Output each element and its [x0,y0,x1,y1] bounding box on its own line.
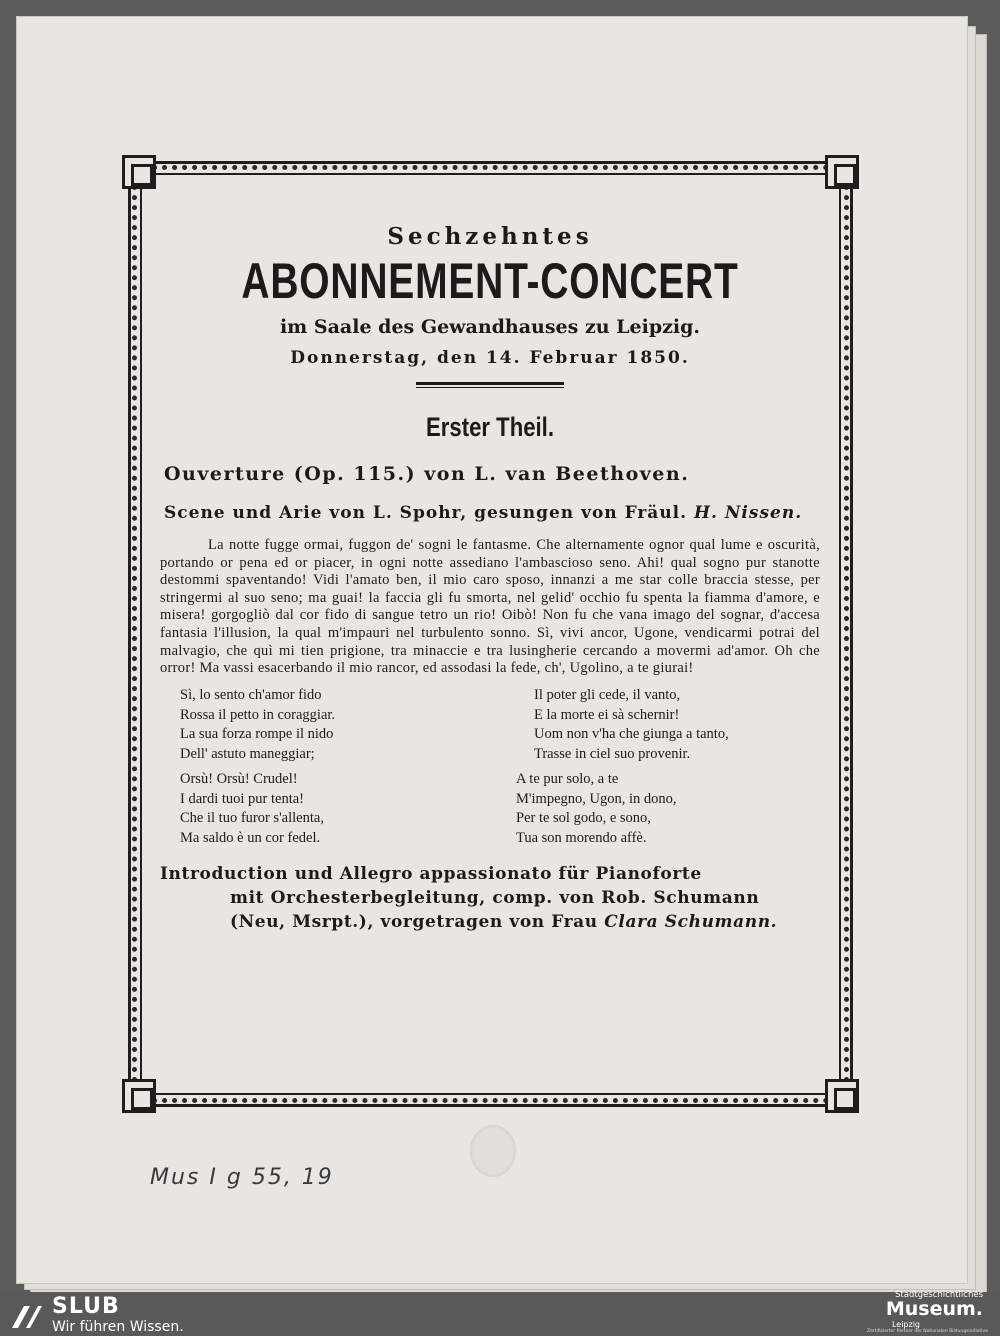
verse-line: I dardi tuoi pur tenta! [180,790,305,807]
intro-line-text: (Neu, Msrpt.), vorgetragen von Frau [230,911,598,932]
introduction-item [160,862,820,934]
verse-line: A te pur solo, a te [516,770,619,787]
library-tagline: Wir führen Wissen. [52,1319,184,1335]
verse-right-1 [534,686,729,765]
lyric-paragraph: La notte fugge ormai, fuggon de' sogni le fantasme. Che alternamente ognor qual lume e oscurità, portando or pena ed or piacer, in ogni notte assediano l'ambascioso seno. Ahi! qual sogno pur stanotte destommi spaventando! Vidi l'amato ben, il mio caro sposo, innanzi a me star colle braccia stesse, per stringermi al suo seno; ma guai! la faccia gli fu smorta, nel gelid' occhio fu spenta la fiamma d'amore, e misera! gorgogliò dal cor fido di sangue tetro un rio! Oibò! Non fu che vana imago del sognar, d'accesa fantasia l'illusion, la qual m'impauri nel turbulento sonno. Sì, vivi ancor, Ugone, vendicarmi potrai del malvagio, che quì mi tien prigione, tra minaccie e tra lusingherie cercando a movermi ad'amor. Oh che orror! Ma vassi esacerbando il mio rancor, ed assodasi la fede, ch', Ugolino, a te giurai! [160,537,820,677]
venue: im Saale des Gewandhauses zu Leipzig. [279,316,701,338]
intro-line [230,910,820,934]
museum-certification: Zertifizierter Partner der Nationalen Bildungsinitiative [866,1329,988,1334]
verse-right-2 [516,770,677,849]
verse-left-1 [180,686,335,765]
intro-line: mit Orchesterbegleitung, comp. von Rob. Schumann [230,887,760,908]
scene-item [164,503,820,523]
verse-line: Sì, lo sento ch'amor fido [180,686,322,703]
museum-name[interactable]: Museum. [885,1298,983,1320]
verse-line: Ma saldo è un cor fedel. [180,830,321,847]
concert-ordinal: Sechzehntes [387,223,593,250]
verse-line: Orsù! Orsù! Crudel! [180,770,298,787]
library-name[interactable]: SLUB [52,1294,120,1319]
verse-line: E la morte ei sà schernir! [534,706,680,723]
scene-description: Scene und Arie von L. Spohr, gesungen von Fräul. [164,503,688,523]
verse-line: Che il tuo furor s'allenta, [180,810,324,827]
frame-corner-ornament [122,1079,156,1113]
slub-logo-icon [10,1304,44,1330]
verse-line: Uom non v'ha che giunga a tanto, [534,726,729,743]
divider-rule [416,382,564,388]
verse-left-2 [180,770,324,849]
verse-line: Per te sol godo, e sono, [516,810,651,827]
blind-stamp [470,1125,516,1177]
verse-line: La sua forza rompe il nido [180,726,334,743]
verse-line: Il poter gli cede, il vanto, [534,686,681,703]
scene-singer: H. Nissen. [693,503,803,523]
intro-line: Introduction und Allegro appassionato für Pianoforte [160,863,702,884]
frame-corner-ornament [825,1079,859,1113]
frame-corner-ornament [825,155,859,189]
museum-subtitle: Stadtgeschichtliches [895,1290,983,1300]
museum-city: Leipzig [891,1320,920,1329]
frame-corner-ornament [122,155,156,189]
overture-item: Ouverture (Op. 115.) von L. van Beethoven. [164,463,690,485]
verses-block [160,686,820,850]
concert-date: Donnerstag, den 14. Februar 1850. [290,348,690,368]
shelfmark-annotation: Mus I g 55, 19 [150,1165,334,1190]
part-title: Erster Theil. [426,412,554,442]
verse-line: Tua son morendo affè. [516,830,647,847]
verse-line: M'impegno, Ugon, in dono, [516,790,677,807]
verse-line: Rossa il petto in coraggiar. [180,706,336,723]
intro-performer: Clara Schumann. [604,911,778,932]
concert-title: ABONNEMENT-CONCERT [241,253,739,309]
verse-line: Dell' astuto maneggiar; [180,746,315,763]
program-content [160,185,820,934]
verse-line: Trasse in ciel suo provenir. [534,746,691,763]
